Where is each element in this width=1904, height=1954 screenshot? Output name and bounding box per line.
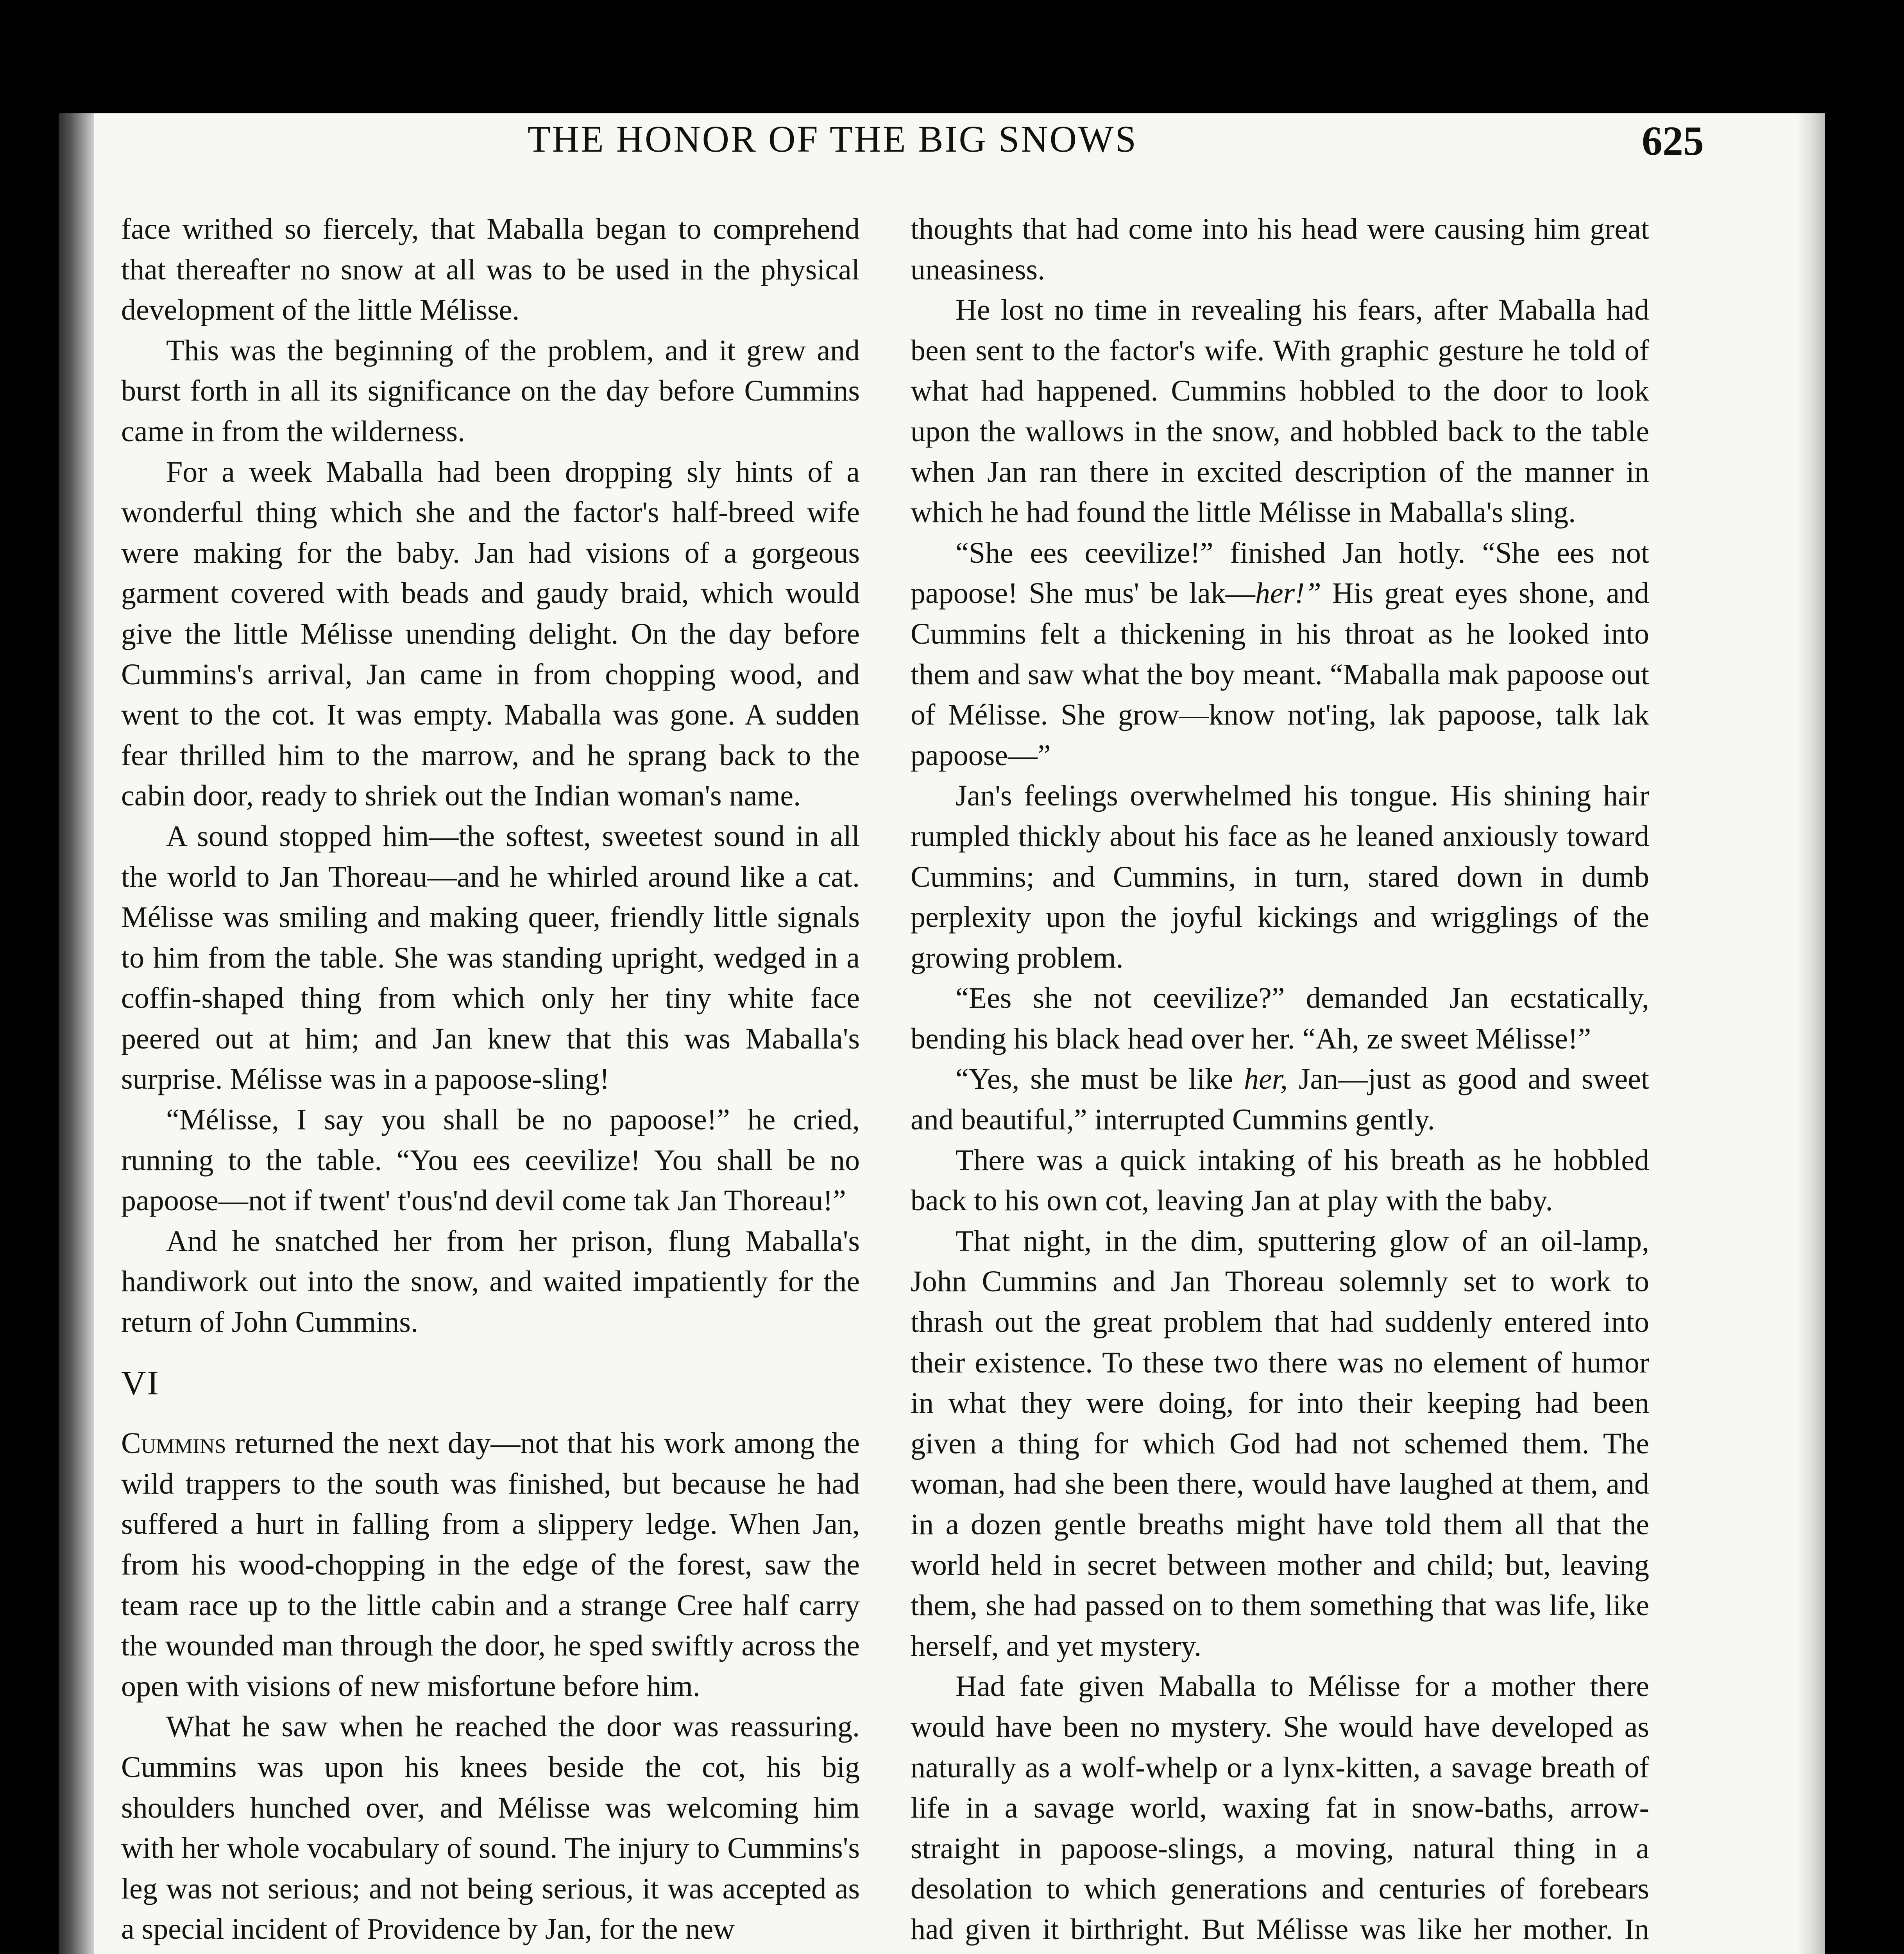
paragraph [121, 1423, 860, 1707]
page-number: 625 [1642, 118, 1704, 164]
paragraph [911, 533, 1649, 776]
paragraph: What he saw when he reached the door was reassuring. Cummins was upon his knees beside the cot, his big shoulders hunched over, and Mélisse was welcoming him with her whole vocabulary of sound. The injury to Cummins's leg was not serious; and not being serious, it was accepted as a special incident of Providence by Jan, for the new [121, 1710, 860, 1946]
italic-text: her!” [1255, 577, 1321, 610]
paragraph: He lost no time in revealing his fears, after Maballa had been sent to the factor's wife. With graphic gesture he told of what had happened. Cummins hobbled to the door to look upon the wallows in the snow, and hobbled back to the table when Jan ran there in excited description of the manner in which he had found the little Mélisse in Maballa's sling. [911, 293, 1649, 529]
page-spine-shadow [55, 113, 94, 1954]
smallcaps-lead: Cummins [121, 1427, 226, 1460]
paragraph: That night, in the dim, sputtering glow of an oil-lamp, John Cummins and Jan Thoreau solemnly set to work to thrash out the great problem that had suddenly entered into their existence. To these two there was no element of humor in what they were doing, for into their keeping had been given a thing for which God had not schemed them. The woman, had she been there, would have laughed at them, and in a dozen gentle breaths might have told them all that the world held in secret between mother and child; but, leaving them, she had passed on to them something that was life, like herself, and yet mystery. [911, 1224, 1649, 1662]
paragraph-text: “Yes, she must be like [956, 1063, 1244, 1096]
paragraph-text: “She ees ceevilize!” finished Jan hotly. “She ees not papoose! She mus' be lak— [911, 536, 1649, 610]
paragraph: face writhed so fiercely, that Maballa began to comprehend that thereafter no snow at all was to be used in the physical development of the little Mélisse. [121, 213, 860, 327]
page-edge [1798, 113, 1825, 1954]
paragraph-text: Jan—just as good and sweet and beautiful,” interrupted Cummins gently. [911, 1063, 1649, 1136]
section-heading: VI [121, 1364, 160, 1402]
paragraph: This was the beginning of the problem, and it grew and burst forth in all its significance on the day before Cummins came in from the wilderness. [121, 334, 860, 448]
paragraph: thoughts that had come into his head were causing him great uneasiness. [911, 213, 1649, 286]
paragraph: A sound stopped him—the softest, sweetest sound in all the world to Jan Thoreau—and he whirled around like a cat. Mélisse was smiling and making queer, friendly little signals to him from the table. She was standing upright, wedged in a coffin-shaped thing from which only her tiny white face peered out at him; and Jan knew that this was Maballa's surprise. Mélisse was in a papoose-sling! [121, 820, 860, 1096]
scan-border [55, 113, 59, 1954]
paragraph: There was a quick intaking of his breath as he hobbled back to his own cot, leaving Jan at play with the baby. [911, 1143, 1649, 1217]
paragraph [911, 1059, 1649, 1140]
left-column [121, 209, 860, 1950]
paragraph: “Ees she not ceevilize?” demanded Jan ecstatically, bending his black head over her. “Ah, ze sweet Mélisse!” [911, 982, 1649, 1055]
italic-text: her, [1244, 1063, 1288, 1096]
running-head: THE HONOR OF THE BIG SNOWS [528, 118, 1138, 160]
paragraph: And he snatched her from her prison, flung Maballa's handiwork out into the snow, and waited impatiently for the return of John Cummins. [121, 1224, 860, 1339]
paragraph: For a week Maballa had been dropping sly hints of a wonderful thing which she and the factor's half-breed wife were making for the baby. Jan had visions of a gorgeous garment covered with beads and gaudy braid, which would give the little Mélisse unending delight. On the day before Cummins's arrival, Jan came in from chopping wood, and went to the cot. It was empty. Maballa was gone. A sudden fear thrilled him to the marrow, and he sprang back to the cabin door, ready to shriek out the Indian woman's name. [121, 455, 860, 812]
paragraph: Had fate given Maballa to Mélisse for a mother there would have been no mystery. She would have developed as naturally as a wolf-whelp or a lynx-kitten, a savage breath of life in a savage world, waxing fat in snow-baths, arrow-straight in papoose-slings, a moving, natural thing in a desolation to which generations and centuries of forebears had given it birthright. But Mélisse was like her mother. In [911, 1670, 1649, 1946]
paragraph-text: His great eyes shone, and Cummins felt a thickening in his throat as he looked into them and saw what the boy meant. “Maballa mak papoose out of Mélisse. She grow—know not'ing, lak papoose, talk lak papoose—” [911, 577, 1649, 772]
paragraph: Jan's feelings overwhelmed his tongue. His shining hair rumpled thickly about his face as he leaned anxiously toward Cummins; and Cummins, in turn, stared down in dumb perplexity upon the joyful kickings and wrigglings of the growing problem. [911, 779, 1649, 974]
right-column [911, 209, 1649, 1954]
paragraph-text: returned the next day—not that his work among the wild trappers to the south was finished, but because he had suffered a hurt in falling from a slippery ledge. When Jan, from his wood-chopping in the edge of the forest, saw the team race up to the little cabin and a strange Cree half carry the wounded man through the door, he sped swiftly across the open with visions of new misfortune before him. [121, 1427, 860, 1703]
paragraph: “Mélisse, I say you shall be no papoose!” he cried, running to the table. “You ees ceevilize! You shall be no papoose—not if twent' t'ous'nd devil come tak Jan Thoreau!” [121, 1103, 860, 1217]
